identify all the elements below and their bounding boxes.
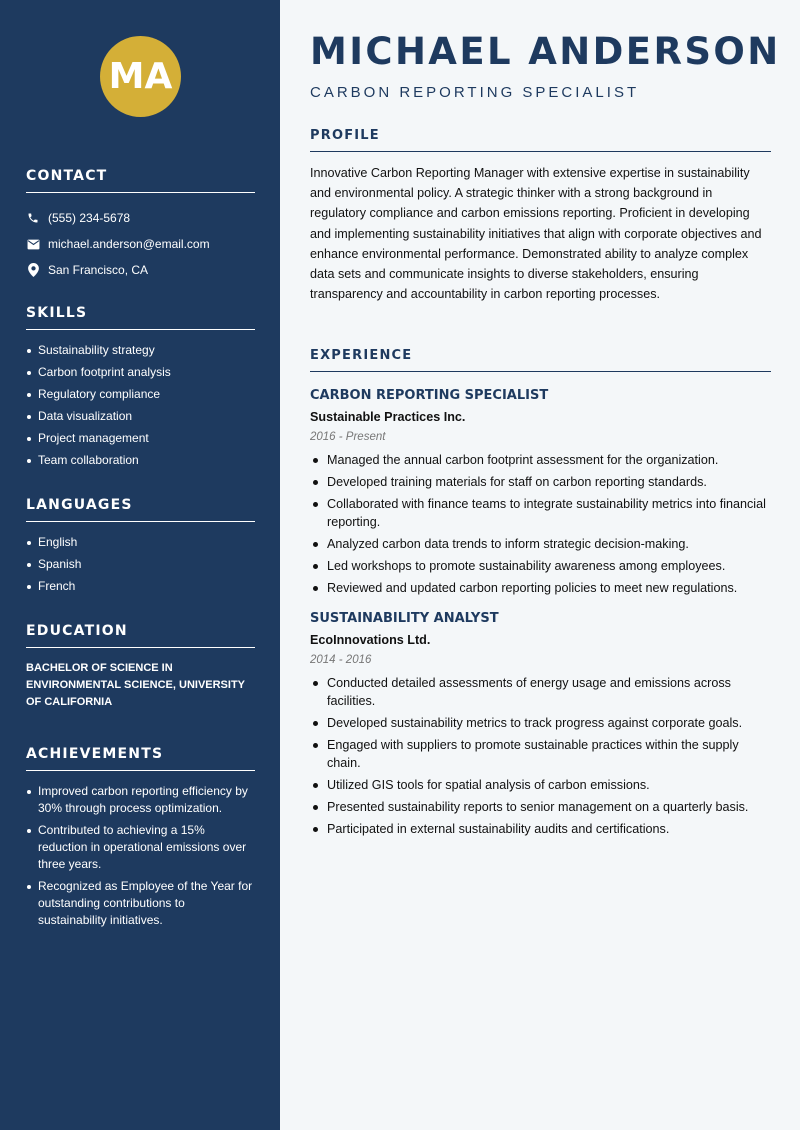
experience-job xyxy=(310,611,771,838)
job-company: Sustainable Practices Inc. xyxy=(310,410,466,424)
candidate-name: MICHAEL ANDERSON xyxy=(310,30,781,73)
skill-item: Data visualization xyxy=(26,408,255,425)
job-bullets xyxy=(310,674,771,838)
contact-email xyxy=(26,231,255,257)
job-bullet: Developed training materials for staff on carbon reporting standards. xyxy=(310,473,771,491)
languages-list xyxy=(26,534,255,595)
skills-section xyxy=(26,305,255,474)
job-bullet: Analyzed carbon data trends to inform strategic decision-making. xyxy=(310,535,771,553)
job-dates: 2014 - 2016 xyxy=(310,654,372,666)
job-role: SUSTAINABILITY ANALYST xyxy=(310,611,499,626)
achievement-item: Improved carbon reporting efficiency by 30% through process optimization. xyxy=(26,783,255,817)
languages-section xyxy=(26,497,255,600)
skill-item: Team collaboration xyxy=(26,452,255,469)
language-item: French xyxy=(26,578,255,595)
education-heading: EDUCATION xyxy=(26,623,255,648)
job-bullet: Reviewed and updated carbon reporting policies to meet new regulations. xyxy=(310,579,771,597)
achievements-list xyxy=(26,783,255,929)
experience-job xyxy=(310,388,771,597)
skill-item: Carbon footprint analysis xyxy=(26,364,255,381)
job-bullets xyxy=(310,451,771,597)
contact-phone-text[interactable]: (555) 234-5678 xyxy=(48,211,131,225)
education-degree: BACHELOR OF SCIENCE IN ENVIRONMENTAL SCIENCE, UNIVERSITY OF CALIFORNIA xyxy=(26,662,245,708)
achievements-section xyxy=(26,746,255,934)
achievement-item: Contributed to achieving a 15% reduction in operational emissions over three years. xyxy=(26,822,255,873)
contact-phone xyxy=(26,205,255,231)
skills-list xyxy=(26,342,255,469)
job-bullet: Collaborated with finance teams to integrate sustainability metrics into financial reporting. xyxy=(310,495,771,531)
skill-item: Project management xyxy=(26,430,255,447)
education-section xyxy=(26,623,255,711)
avatar: MA xyxy=(100,36,181,117)
profile-text: Innovative Carbon Reporting Manager with extensive expertise in sustainability and environmental policy. A strategic thinker with a strong background in regulatory compliance and carbon emissions reporting. Proficient in developing and implementing sustainability initiatives that align with corporate objectives and enhance environmental performance. Demonstrated ability to analyze complex data sets and communicate insights to diverse stakeholders, ensuring transparency and accountability in carbon reporting processes. xyxy=(310,166,762,302)
contact-location-text: San Francisco, CA xyxy=(48,263,149,277)
contact-email-text[interactable]: michael.anderson@email.com xyxy=(48,237,210,251)
job-bullet: Presented sustainability reports to senior management on a quarterly basis. xyxy=(310,798,771,816)
job-bullet: Led workshops to promote sustainability awareness among employees. xyxy=(310,557,771,575)
achievements-heading: ACHIEVEMENTS xyxy=(26,746,255,771)
language-item: Spanish xyxy=(26,556,255,573)
envelope-icon xyxy=(26,237,40,251)
skill-item: Sustainability strategy xyxy=(26,342,255,359)
contact-location xyxy=(26,257,255,283)
candidate-title: CARBON REPORTING SPECIALIST xyxy=(310,84,640,101)
job-bullet: Participated in external sustainability audits and certifications. xyxy=(310,820,771,838)
skills-heading: SKILLS xyxy=(26,305,255,330)
job-bullet: Managed the annual carbon footprint assessment for the organization. xyxy=(310,451,771,469)
phone-icon xyxy=(26,211,40,225)
profile-section xyxy=(310,128,771,304)
sidebar xyxy=(0,0,280,1130)
profile-heading: PROFILE xyxy=(310,128,771,152)
contact-heading: CONTACT xyxy=(26,168,255,193)
skill-item: Regulatory compliance xyxy=(26,386,255,403)
languages-heading: LANGUAGES xyxy=(26,497,255,522)
job-dates: 2016 - Present xyxy=(310,431,386,443)
experience-section xyxy=(310,348,771,842)
job-bullet: Utilized GIS tools for spatial analysis of carbon emissions. xyxy=(310,776,771,794)
job-role: CARBON REPORTING SPECIALIST xyxy=(310,388,549,403)
job-bullet: Conducted detailed assessments of energy usage and emissions across facilities. xyxy=(310,674,771,710)
experience-heading: EXPERIENCE xyxy=(310,348,771,372)
job-company: EcoInnovations Ltd. xyxy=(310,633,431,647)
language-item: English xyxy=(26,534,255,551)
achievement-item: Recognized as Employee of the Year for outstanding contributions to sustainability initiatives. xyxy=(26,878,255,929)
contact-section xyxy=(26,168,255,283)
job-bullet: Developed sustainability metrics to track progress against corporate goals. xyxy=(310,714,771,732)
job-bullet: Engaged with suppliers to promote sustainable practices within the supply chain. xyxy=(310,736,771,772)
location-pin-icon xyxy=(26,263,40,277)
